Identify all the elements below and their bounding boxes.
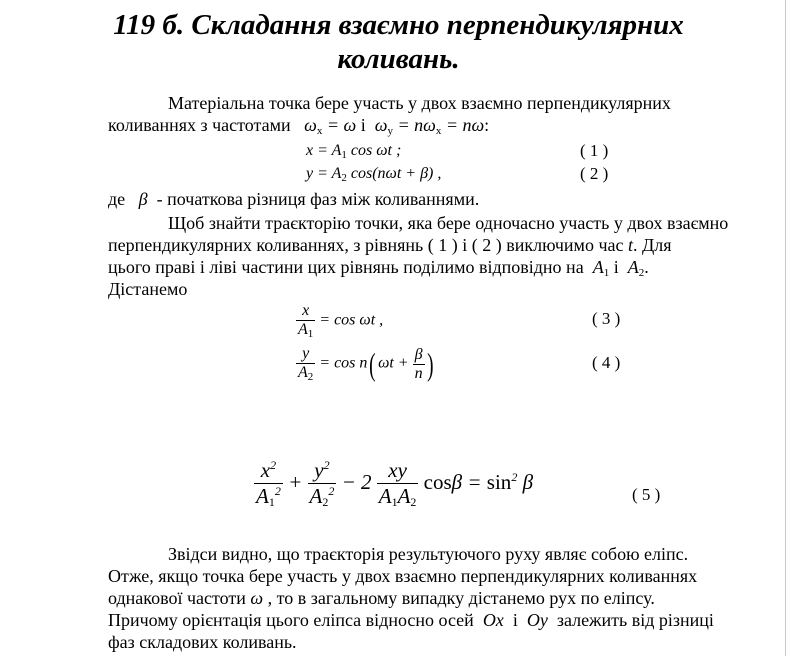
- where-suffix: - початкова різниця фаз між коливаннями.: [156, 189, 480, 209]
- equation-2: $y = A_2$ cos(nωt + β) ,: [306, 165, 442, 184]
- para3-line-4-and: і: [512, 610, 518, 630]
- para2-line-3: цього праві і ліві частини цих рівнянь поділимо відповідно на $A_1$ і $A_2$.: [108, 257, 649, 279]
- a2-symbol: $A_2$: [623, 257, 645, 279]
- equation-3-label: ( 3 ): [592, 309, 621, 328]
- equation-5-label: ( 5 ): [632, 485, 661, 504]
- intro-colon: :: [484, 115, 490, 135]
- formula-omega-y: $\omega_y = n\omega_x = n\omega$: [370, 115, 485, 137]
- beta-symbol: β: [129, 189, 153, 209]
- equation-3: $\frac{x}{A_1}$ = cos ωt ,: [298, 302, 384, 340]
- omega-symbol: ω: [250, 588, 264, 608]
- para2-line-3-text: цього праві і ліві частини цих рівнянь поділимо відповідно на: [108, 257, 584, 277]
- para3-line-3: [108, 587, 655, 609]
- page-edge-line: [785, 0, 786, 656]
- intro-line-2-text: коливаннях з частотами: [108, 115, 291, 135]
- where-prefix: де: [108, 189, 126, 209]
- para2-line-2: [108, 234, 672, 256]
- para2-line-3-and: і: [613, 257, 619, 277]
- para3-line-3-text: однакової частоти: [108, 588, 246, 608]
- title-line-1: 119 б. Складання взаємно перпендикулярних: [113, 9, 684, 41]
- para2-line-2-text: перпендикулярних коливаннях, з рівнянь ( 1 ) і ( 2 ) виключимо час: [108, 235, 624, 255]
- para3-line-3-end: , то в загальному випадку дістанемо рух по еліпсу.: [267, 588, 655, 608]
- equation-1-label: ( 1 ): [580, 141, 609, 160]
- equation-4: $\frac{y}{A_2}$ = cos n( ωt + $\frac{\beta}{n}$ ): [298, 345, 434, 383]
- equation-2-label: ( 2 ): [580, 164, 609, 183]
- para3-line-4: [108, 609, 714, 631]
- para2-line-1: Щоб знайти траєкторію точки, яка бере одночасно участь у двох взаємно: [168, 213, 729, 233]
- para3-line-2: Отже, якщо точка бере участь у двох взаємно перпендикулярних коливаннях: [108, 566, 698, 586]
- intro-line-1: Матеріальна точка бере участь у двох взаємно перпендикулярних: [168, 93, 671, 113]
- intro-line-2: [108, 114, 489, 142]
- intro-and: і: [360, 115, 366, 135]
- axis-ox: Ox: [478, 610, 509, 630]
- title-line-2: коливань.: [337, 43, 460, 75]
- equation-4-label: ( 4 ): [592, 353, 621, 372]
- para3-line-5: фаз складових коливань.: [108, 632, 297, 652]
- time-symbol: t: [627, 235, 633, 255]
- axis-oy: Oy: [522, 610, 553, 630]
- para3-line-4-text: Причому орієнтація цього еліпса відносно осей: [108, 610, 474, 630]
- para2-line-4: Дістанемо: [108, 279, 188, 299]
- where-line: [108, 188, 479, 210]
- equation-5: $\frac{x^2}{A_1^2}$ + $\frac{y^2}{A_2^2}$ − 2 $\frac{xy}{A_1A_2}$ $\cos\beta = \sin^2 \beta$: [256, 458, 534, 509]
- page-title: [0, 8, 797, 76]
- formula-omega-x: $\omega_x = \omega$: [295, 115, 357, 137]
- para3-line-4-end: залежить від різниці: [556, 610, 714, 630]
- equation-1: $x = A_1$ cos ωt ;: [306, 142, 402, 161]
- para3-line-1: Звідси видно, що траєкторія результуючого руху являє собою еліпс.: [168, 544, 689, 564]
- a1-symbol: $A_1$: [588, 257, 610, 279]
- para2-line-2-end: . Для: [633, 235, 672, 255]
